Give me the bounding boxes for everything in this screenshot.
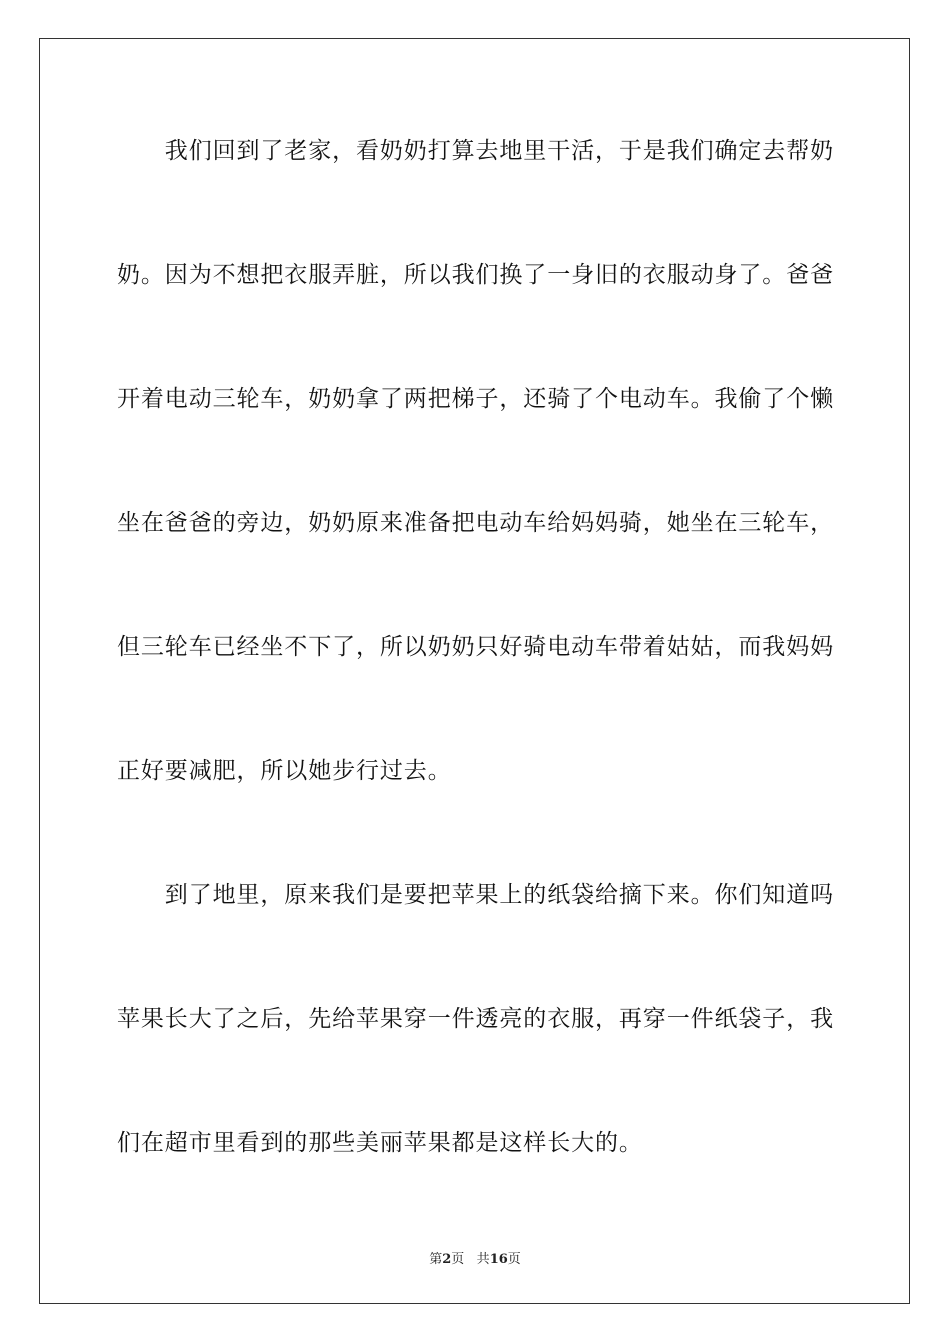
paragraph-line: 苹果长大了之后，先给苹果穿一件透亮的衣服，再穿一件纸袋子，我: [117, 1006, 834, 1032]
paragraph-line: 正好要减肥，所以她步行过去。: [117, 758, 452, 784]
page-prefix: 第: [429, 1252, 443, 1267]
paragraph-line: 们在超市里看到的那些美丽苹果都是这样长大的。: [117, 1130, 643, 1156]
paragraph-line: 开着电动三轮车，奶奶拿了两把梯子，还骑了个电动车。我偷了个懒: [117, 386, 834, 412]
page-frame: [39, 38, 910, 1304]
page-suffix: 页: [451, 1252, 465, 1267]
paragraph-line: 奶。因为不想把衣服弄脏，所以我们换了一身旧的衣服动身了。爸爸: [117, 262, 834, 288]
total-prefix: 共: [476, 1252, 490, 1267]
paragraph-line: 坐在爸爸的旁边，奶奶原来准备把电动车给妈妈骑，她坐在三轮车，: [117, 510, 834, 536]
paragraph-line: 到了地里，原来我们是要把苹果上的纸袋给摘下来。你们知道吗: [117, 882, 834, 908]
total-suffix: 页: [507, 1252, 521, 1267]
page-footer: [0, 1248, 950, 1267]
total-pages: 16: [489, 1252, 508, 1267]
paragraph-line: 我们回到了老家，看奶奶打算去地里干活，于是我们确定去帮奶: [117, 138, 834, 164]
page-number: 2: [442, 1252, 452, 1267]
paragraph-line: 但三轮车已经坐不下了，所以奶奶只好骑电动车带着姑姑，而我妈妈: [117, 634, 834, 660]
